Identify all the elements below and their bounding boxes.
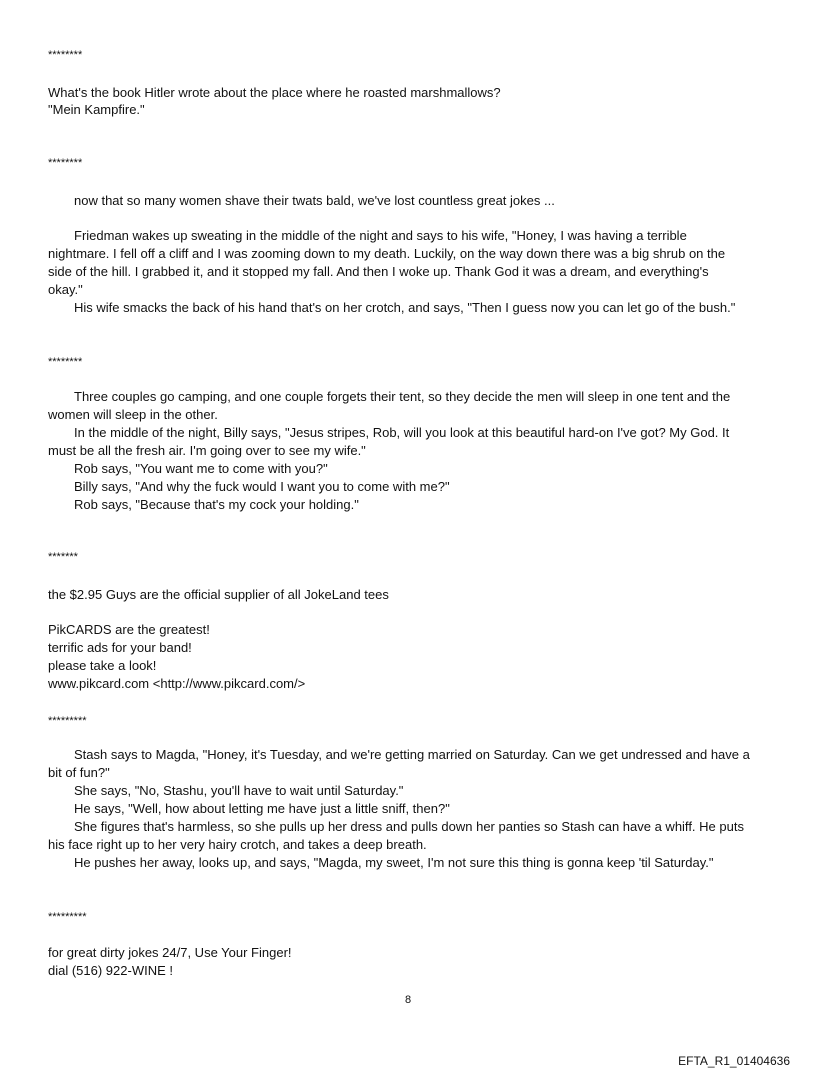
joke-line: His wife smacks the back of his hand that's on her crotch, and says, "Then I guess now you can let go of the bush."	[74, 300, 736, 315]
bates-number: EFTA_R1_01404636	[678, 1054, 790, 1068]
joke-line: She says, "No, Stashu, you'll have to wait until Saturday."	[74, 783, 404, 798]
joke-line: Three couples go camping, and one couple forgets their tent, so they decide the men will sleep in one tent and the	[74, 389, 731, 404]
joke-line: He says, "Well, how about letting me have just a little sniff, then?"	[74, 801, 450, 816]
joke-line: okay."	[48, 282, 83, 297]
separator: *********	[48, 715, 87, 727]
promo-line: terrific ads for your band!	[48, 640, 192, 655]
joke-line: Billy says, "And why the fuck would I want you to come with me?"	[74, 479, 450, 494]
joke-line: now that so many women shave their twats bald, we've lost countless great jokes ...	[74, 193, 555, 208]
joke-line: bit of fun?"	[48, 765, 110, 780]
joke-line: side of the hill. I grabbed it, and it stopped my fall. And then I woke up. Thank God it was a dream, and everything's	[48, 264, 709, 279]
joke-line: women will sleep in the other.	[48, 407, 218, 422]
separator: *******	[48, 551, 78, 563]
joke-line: Rob says, "You want me to come with you?"	[74, 461, 328, 476]
separator: *********	[48, 911, 87, 923]
promo-line: PikCARDS are the greatest!	[48, 622, 210, 637]
separator: ********	[48, 157, 83, 169]
joke-line: She figures that's harmless, so she pulls up her dress and pulls down her panties so Stash can have a whiff. He puts	[74, 819, 744, 834]
joke-line: "Mein Kampfire."	[48, 102, 145, 117]
separator: ********	[48, 49, 83, 61]
joke-line: Rob says, "Because that's my cock your holding."	[74, 497, 359, 512]
promo-link[interactable]: www.pikcard.com <http://www.pikcard.com/>	[48, 676, 306, 691]
joke-line: In the middle of the night, Billy says, "Jesus stripes, Rob, will you look at this beautiful hard-on I've got? My God. It	[74, 425, 730, 440]
joke-line: He pushes her away, looks up, and says, "Magda, my sweet, I'm not sure this thing is gonna keep 'til Saturday."	[74, 855, 714, 870]
joke-line: Stash says to Magda, "Honey, it's Tuesday, and we're getting married on Saturday. Can we get undressed and have a	[74, 747, 750, 762]
joke-line: What's the book Hitler wrote about the place where he roasted marshmallows?	[48, 85, 501, 100]
page-number: 8	[404, 994, 412, 1006]
joke-line: must be all the fresh air. I'm going over to see my wife."	[48, 443, 366, 458]
joke-line: Friedman wakes up sweating in the middle of the night and says to his wife, "Honey, I was having a terrible	[74, 228, 687, 243]
separator: ********	[48, 356, 83, 368]
joke-line: nightmare. I fell off a cliff and I was zooming down to my death. Luckily, on the way down there was a big shrub on the	[48, 246, 726, 261]
joke-line: his face right up to her very hairy crotch, and takes a deep breath.	[48, 837, 427, 852]
promo-line: dial (516) 922-WINE !	[48, 963, 173, 978]
promo-line: the $2.95 Guys are the official supplier of all JokeLand tees	[48, 587, 389, 602]
promo-line: for great dirty jokes 24/7, Use Your Finger!	[48, 945, 292, 960]
promo-line: please take a look!	[48, 658, 157, 673]
